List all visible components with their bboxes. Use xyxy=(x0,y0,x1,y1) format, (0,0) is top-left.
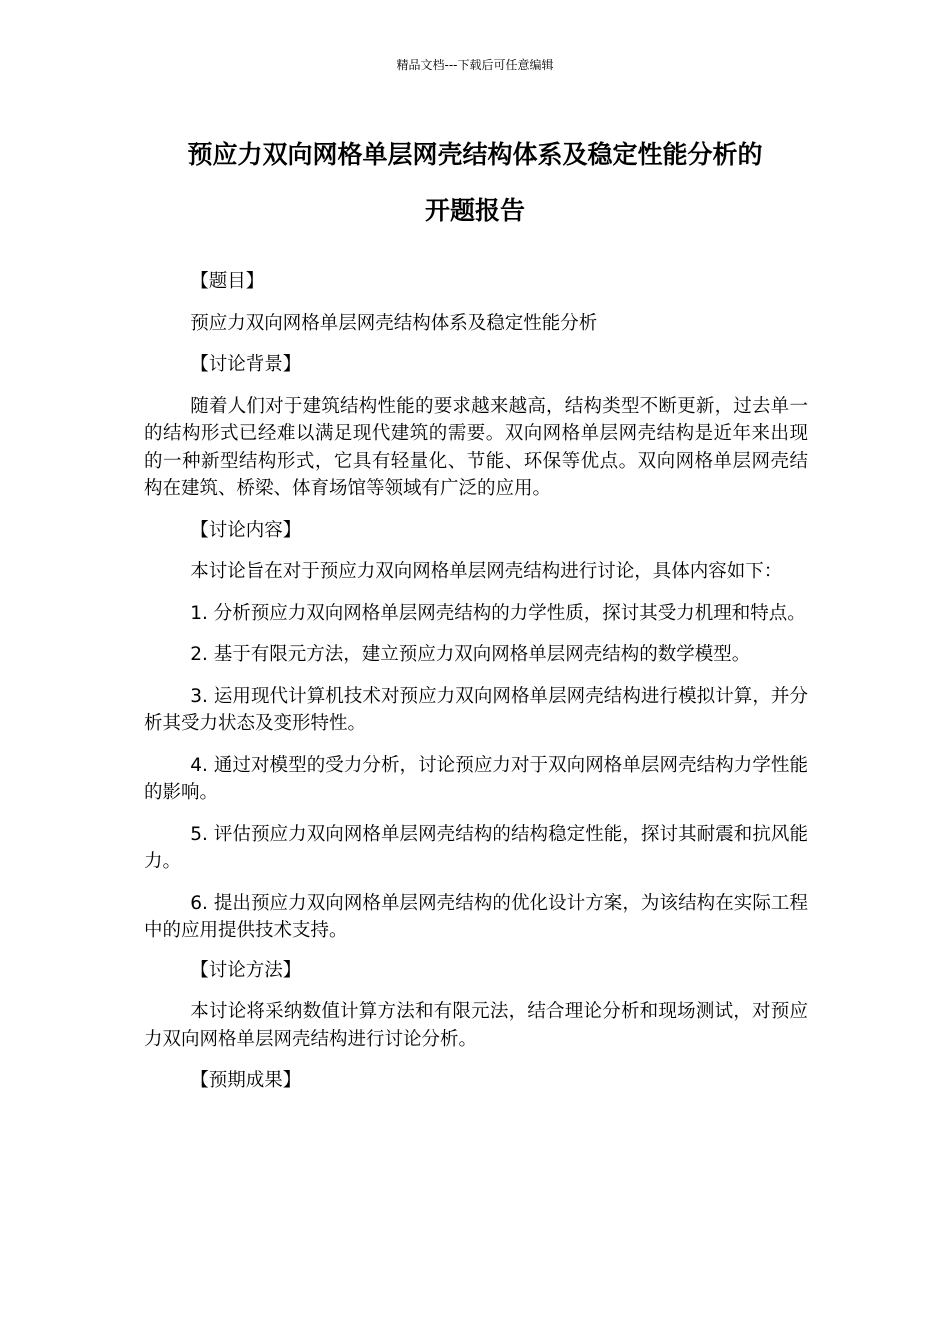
document-body xyxy=(144,268,808,1095)
content-item-2: 2. 基于有限元方法，建立预应力双向网格单层网壳结构的数学模型。 xyxy=(190,644,751,665)
content-item-5: 5. 评估预应力双向网格单层网壳结构的结构稳定性能，探讨其耐震和抗风能力。 xyxy=(144,823,808,872)
topic-heading: 【题目】 xyxy=(190,271,265,292)
results-heading: 【预期成果】 xyxy=(190,1070,302,1091)
page-header: 精品文档---下载后可任意编辑 xyxy=(396,58,554,72)
document-title-line-2: 开题报告 xyxy=(424,196,525,225)
content-item-6: 6. 提出预应力双向网格单层网壳结构的优化设计方案，为该结构在实际工程中的应用提供技术支持。 xyxy=(144,892,808,941)
content-intro: 本讨论旨在对于预应力双向网格单层网壳结构进行讨论，具体内容如下： xyxy=(190,561,783,582)
content-item-4: 4. 通过对模型的受力分析，讨论预应力对于双向网格单层网壳结构力学性能的影响。 xyxy=(144,754,808,803)
background-paragraph: 随着人们对于建筑结构性能的要求越来越高，结构类型不断更新，过去单一的结构形式已经难以满足现代建筑的需要。双向网格单层网壳结构是近年来出现的一种新型结构形式，它具有轻量化、节能、环保等优点。双向网格单层网壳结构在建筑、桥梁、体育场馆等领域有广泛的应用。 xyxy=(144,395,808,499)
content-item-3: 3. 运用现代计算机技术对预应力双向网格单层网壳结构进行模拟计算，并分析其受力状态及变形特性。 xyxy=(144,685,808,734)
content-heading: 【讨论内容】 xyxy=(190,519,302,541)
topic-text: 预应力双向网格单层网壳结构体系及稳定性能分析 xyxy=(190,312,598,334)
document-title-line-1: 预应力双向网格单层网壳结构体系及稳定性能分析的 xyxy=(187,140,763,169)
method-paragraph: 本讨论将采纳数值计算方法和有限元法，结合理论分析和现场测试，对预应力双向网格单层网壳结构进行讨论分析。 xyxy=(144,1001,808,1050)
method-heading: 【讨论方法】 xyxy=(190,959,302,981)
background-heading: 【讨论背景】 xyxy=(190,354,302,375)
content-item-1: 1. 分析预应力双向网格单层网壳结构的力学性质，探讨其受力机理和特点。 xyxy=(190,602,806,624)
